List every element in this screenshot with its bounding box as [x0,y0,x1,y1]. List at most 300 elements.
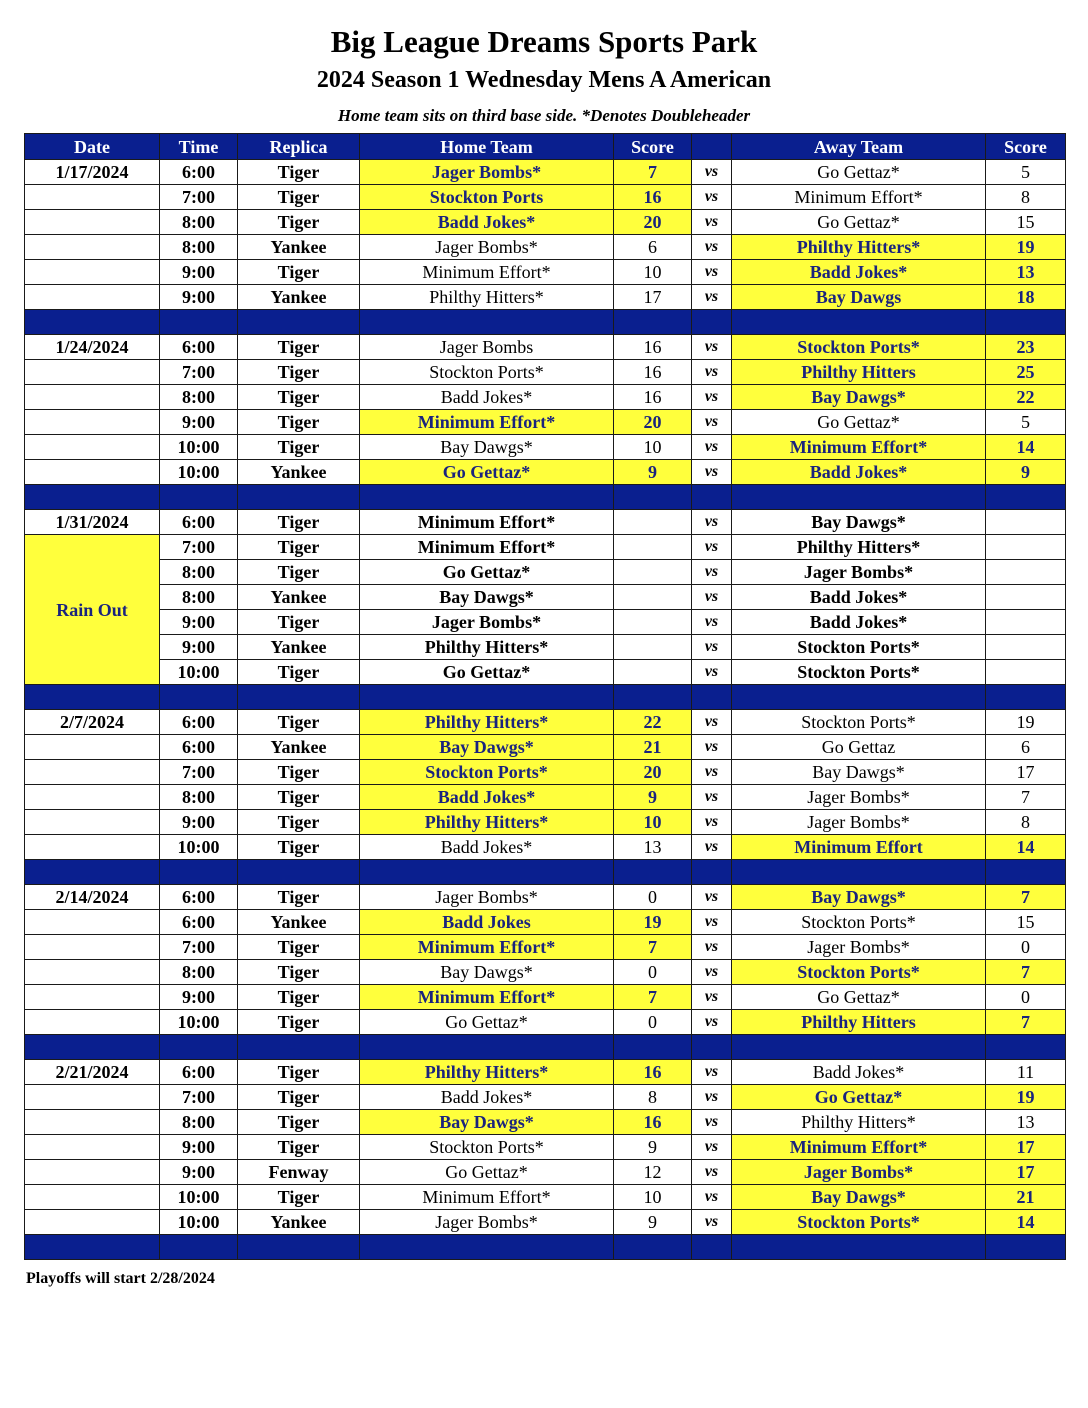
game-replica: Yankee [238,735,360,760]
away-team: Bay Dawgs* [732,1185,986,1210]
game-time: 9:00 [160,610,238,635]
game-replica: Tiger [238,1185,360,1210]
col-header-away-team: Away Team [732,134,986,160]
game-time: 7:00 [160,360,238,385]
date-cell-empty [25,235,160,260]
game-time: 6:00 [160,160,238,185]
date-cell-empty [25,260,160,285]
away-team: Jager Bombs* [732,935,986,960]
game-replica: Tiger [238,560,360,585]
separator-cell [986,860,1066,885]
date-cell-empty [25,985,160,1010]
away-score: 15 [986,210,1066,235]
away-team: Stockton Ports* [732,960,986,985]
separator-cell [238,485,360,510]
game-replica: Tiger [238,410,360,435]
home-score: 9 [614,460,692,485]
away-score [986,610,1066,635]
game-time: 8:00 [160,560,238,585]
game-replica: Yankee [238,235,360,260]
home-team: Bay Dawgs* [360,585,614,610]
vs-label: vs [692,660,732,685]
away-team: Badd Jokes* [732,610,986,635]
separator-cell [25,1235,160,1260]
game-replica: Tiger [238,1010,360,1035]
table-row [25,435,1066,460]
game-replica: Tiger [238,710,360,735]
separator-cell [160,1235,238,1260]
date-cell-empty [25,410,160,435]
game-replica: Tiger [238,935,360,960]
game-replica: Tiger [238,760,360,785]
home-score [614,510,692,535]
vs-label: vs [692,760,732,785]
separator-cell [986,1035,1066,1060]
table-row [25,910,1066,935]
separator-cell [25,485,160,510]
away-score: 19 [986,235,1066,260]
home-team: Philthy Hitters* [360,1060,614,1085]
separator-cell [160,310,238,335]
home-score [614,560,692,585]
home-score: 10 [614,435,692,460]
table-row [25,185,1066,210]
away-score: 18 [986,285,1066,310]
away-score: 7 [986,885,1066,910]
separator-cell [238,685,360,710]
home-score: 10 [614,810,692,835]
vs-label: vs [692,1060,732,1085]
home-team: Jager Bombs* [360,1210,614,1235]
vs-label: vs [692,1210,732,1235]
game-time: 7:00 [160,1085,238,1110]
away-score: 9 [986,460,1066,485]
date-cell: 2/21/2024 [25,1060,160,1085]
table-row [25,760,1066,785]
game-time: 10:00 [160,1210,238,1235]
away-score: 17 [986,760,1066,785]
away-score [986,585,1066,610]
vs-label: vs [692,960,732,985]
vs-label: vs [692,335,732,360]
table-row [25,660,1066,685]
home-score: 17 [614,285,692,310]
home-team: Philthy Hitters* [360,810,614,835]
game-time: 8:00 [160,235,238,260]
home-team: Philthy Hitters* [360,285,614,310]
game-replica: Fenway [238,1160,360,1185]
vs-label: vs [692,735,732,760]
table-row [25,1135,1066,1160]
game-time: 6:00 [160,710,238,735]
away-score: 19 [986,1085,1066,1110]
separator-cell [692,310,732,335]
home-team: Minimum Effort* [360,935,614,960]
vs-label: vs [692,185,732,210]
away-team: Stockton Ports* [732,1210,986,1235]
game-time: 6:00 [160,910,238,935]
separator-cell [692,860,732,885]
home-team: Jager Bombs* [360,610,614,635]
separator-cell [986,485,1066,510]
game-time: 10:00 [160,1010,238,1035]
home-score: 7 [614,935,692,960]
away-team: Stockton Ports* [732,910,986,935]
away-score: 13 [986,1110,1066,1135]
away-team: Jager Bombs* [732,560,986,585]
home-score: 7 [614,985,692,1010]
date-cell: 2/7/2024 [25,710,160,735]
home-score: 16 [614,360,692,385]
separator-cell [360,310,614,335]
away-score: 7 [986,960,1066,985]
game-time: 6:00 [160,735,238,760]
table-row [25,460,1066,485]
home-team: Jager Bombs* [360,235,614,260]
game-replica: Tiger [238,1135,360,1160]
vs-label: vs [692,360,732,385]
away-score: 0 [986,985,1066,1010]
home-score [614,585,692,610]
home-team: Minimum Effort* [360,410,614,435]
away-team: Philthy Hitters* [732,1110,986,1135]
week-separator [25,1235,1066,1260]
away-team: Bay Dawgs* [732,885,986,910]
away-score: 15 [986,910,1066,935]
away-score: 17 [986,1160,1066,1185]
date-cell-empty [25,910,160,935]
separator-cell [25,860,160,885]
date-cell: 1/17/2024 [25,160,160,185]
home-team: Jager Bombs* [360,885,614,910]
separator-cell [692,485,732,510]
vs-label: vs [692,1085,732,1110]
home-score: 13 [614,835,692,860]
game-replica: Tiger [238,660,360,685]
vs-label: vs [692,910,732,935]
vs-label: vs [692,235,732,260]
table-row [25,510,1066,535]
game-replica: Tiger [238,160,360,185]
vs-label: vs [692,160,732,185]
table-row [25,960,1066,985]
table-row [25,360,1066,385]
home-score [614,635,692,660]
game-time: 7:00 [160,185,238,210]
separator-cell [732,1235,986,1260]
away-team: Bay Dawgs* [732,760,986,785]
away-team: Badd Jokes* [732,585,986,610]
away-team: Bay Dawgs [732,285,986,310]
date-cell: 2/14/2024 [25,885,160,910]
home-score: 9 [614,1210,692,1235]
vs-label: vs [692,560,732,585]
game-time: 8:00 [160,585,238,610]
away-team: Stockton Ports* [732,335,986,360]
table-row [25,1160,1066,1185]
date-cell: 1/24/2024 [25,335,160,360]
away-score: 21 [986,1185,1066,1210]
home-score: 16 [614,1110,692,1135]
away-team: Stockton Ports* [732,710,986,735]
home-score: 22 [614,710,692,735]
vs-label: vs [692,285,732,310]
game-replica: Tiger [238,985,360,1010]
separator-cell [360,1035,614,1060]
vs-label: vs [692,1010,732,1035]
vs-label: vs [692,810,732,835]
home-team: Minimum Effort* [360,535,614,560]
home-team: Badd Jokes [360,910,614,935]
game-replica: Tiger [238,835,360,860]
separator-cell [160,485,238,510]
home-score [614,660,692,685]
vs-label: vs [692,460,732,485]
table-row [25,1210,1066,1235]
table-row [25,810,1066,835]
away-score: 7 [986,1010,1066,1035]
away-team: Stockton Ports* [732,660,986,685]
game-replica: Tiger [238,610,360,635]
separator-cell [25,310,160,335]
table-row [25,1060,1066,1085]
home-score: 20 [614,210,692,235]
table-row [25,610,1066,635]
col-header-replica: Replica [238,134,360,160]
date-cell-empty [25,185,160,210]
home-score: 16 [614,335,692,360]
away-team: Go Gettaz* [732,410,986,435]
date-cell-empty [25,285,160,310]
separator-cell [360,685,614,710]
game-replica: Yankee [238,460,360,485]
vs-label: vs [692,585,732,610]
away-score [986,660,1066,685]
game-replica: Yankee [238,585,360,610]
away-score: 14 [986,835,1066,860]
table-row [25,710,1066,735]
separator-cell [614,1035,692,1060]
home-score: 19 [614,910,692,935]
game-replica: Tiger [238,210,360,235]
separator-cell [25,1035,160,1060]
away-team: Jager Bombs* [732,1160,986,1185]
table-row [25,335,1066,360]
home-team: Stockton Ports* [360,1135,614,1160]
game-time: 10:00 [160,660,238,685]
away-team: Badd Jokes* [732,260,986,285]
home-team: Stockton Ports* [360,760,614,785]
separator-cell [238,1035,360,1060]
home-team: Jager Bombs* [360,160,614,185]
date-cell-empty [25,960,160,985]
game-replica: Tiger [238,360,360,385]
separator-cell [614,310,692,335]
separator-cell [360,860,614,885]
away-score: 5 [986,160,1066,185]
game-time: 9:00 [160,635,238,660]
game-time: 7:00 [160,760,238,785]
away-score: 19 [986,710,1066,735]
away-team: Go Gettaz* [732,160,986,185]
home-team: Go Gettaz* [360,660,614,685]
table-row [25,985,1066,1010]
home-score: 10 [614,1185,692,1210]
home-score: 0 [614,1010,692,1035]
game-time: 8:00 [160,1110,238,1135]
separator-cell [238,860,360,885]
home-team: Stockton Ports [360,185,614,210]
date-cell-empty [25,385,160,410]
date-cell-empty [25,1010,160,1035]
date-cell-empty [25,1160,160,1185]
date-cell-empty [25,360,160,385]
col-header-home-team: Home Team [360,134,614,160]
home-team: Minimum Effort* [360,260,614,285]
vs-label: vs [692,935,732,960]
home-team: Stockton Ports* [360,360,614,385]
vs-label: vs [692,635,732,660]
page-title: Big League Dreams Sports Park [330,24,758,59]
home-score: 8 [614,1085,692,1110]
away-team: Philthy Hitters [732,1010,986,1035]
separator-cell [986,685,1066,710]
date-cell-empty [25,1210,160,1235]
game-replica: Tiger [238,435,360,460]
col-header-date: Date [25,134,160,160]
home-score: 7 [614,160,692,185]
away-score: 0 [986,935,1066,960]
date-cell-empty [25,810,160,835]
separator-cell [614,685,692,710]
game-replica: Yankee [238,910,360,935]
playoffs-note: Playoffs will start 2/28/2024 [26,1270,215,1287]
vs-label: vs [692,710,732,735]
vs-label: vs [692,260,732,285]
schedule-note: Home team sits on third base side. *Denotes Doubleheader [337,106,751,125]
game-time: 6:00 [160,335,238,360]
col-header-away-score: Score [986,134,1066,160]
away-team: Philthy Hitters* [732,535,986,560]
game-time: 6:00 [160,885,238,910]
home-team: Go Gettaz* [360,460,614,485]
away-team: Philthy Hitters* [732,235,986,260]
table-row [25,585,1066,610]
away-score: 22 [986,385,1066,410]
vs-label: vs [692,1110,732,1135]
date-cell-empty [25,460,160,485]
vs-label: vs [692,435,732,460]
separator-cell [238,1235,360,1260]
game-replica: Tiger [238,260,360,285]
date-cell: 1/31/2024 [25,510,160,535]
separator-cell [692,1035,732,1060]
date-cell-empty [25,785,160,810]
rain-out-cell: Rain Out [25,535,160,685]
table-row [25,635,1066,660]
game-replica: Tiger [238,510,360,535]
date-cell-empty [25,760,160,785]
game-time: 8:00 [160,960,238,985]
separator-cell [360,485,614,510]
away-score [986,635,1066,660]
away-score: 8 [986,185,1066,210]
week-separator [25,1035,1066,1060]
home-team: Bay Dawgs* [360,435,614,460]
home-team: Go Gettaz* [360,1010,614,1035]
away-team: Bay Dawgs* [732,510,986,535]
vs-label: vs [692,510,732,535]
date-cell-empty [25,1110,160,1135]
game-time: 9:00 [160,985,238,1010]
week-separator [25,485,1066,510]
home-score: 6 [614,235,692,260]
home-score: 9 [614,1135,692,1160]
table-header-row [25,134,1066,160]
away-score [986,510,1066,535]
table-row [25,1085,1066,1110]
col-header-time: Time [160,134,238,160]
away-team: Go Gettaz* [732,1085,986,1110]
away-team: Jager Bombs* [732,810,986,835]
home-score [614,610,692,635]
home-team: Badd Jokes* [360,835,614,860]
home-team: Bay Dawgs* [360,1110,614,1135]
table-row [25,285,1066,310]
game-time: 7:00 [160,535,238,560]
separator-cell [732,860,986,885]
game-replica: Tiger [238,335,360,360]
game-time: 9:00 [160,285,238,310]
away-score: 7 [986,785,1066,810]
week-separator [25,685,1066,710]
home-team: Minimum Effort* [360,510,614,535]
col-header-home-score: Score [614,134,692,160]
table-row [25,160,1066,185]
table-row [25,835,1066,860]
home-team: Bay Dawgs* [360,960,614,985]
game-replica: Tiger [238,185,360,210]
game-replica: Yankee [238,1210,360,1235]
away-team: Minimum Effort* [732,1135,986,1160]
game-time: 8:00 [160,210,238,235]
game-time: 10:00 [160,460,238,485]
away-score: 11 [986,1060,1066,1085]
game-time: 9:00 [160,810,238,835]
home-score: 10 [614,260,692,285]
date-cell-empty [25,435,160,460]
game-replica: Tiger [238,1060,360,1085]
game-replica: Tiger [238,385,360,410]
away-team: Badd Jokes* [732,1060,986,1085]
table-row [25,260,1066,285]
home-score: 16 [614,185,692,210]
game-replica: Tiger [238,1110,360,1135]
away-score: 8 [986,810,1066,835]
game-time: 10:00 [160,1185,238,1210]
home-team: Philthy Hitters* [360,635,614,660]
separator-cell [160,685,238,710]
game-replica: Tiger [238,1085,360,1110]
away-team: Bay Dawgs* [732,385,986,410]
game-time: 7:00 [160,935,238,960]
home-team: Badd Jokes* [360,210,614,235]
separator-cell [238,310,360,335]
separator-cell [614,485,692,510]
separator-cell [692,685,732,710]
separator-cell [732,1035,986,1060]
vs-label: vs [692,410,732,435]
